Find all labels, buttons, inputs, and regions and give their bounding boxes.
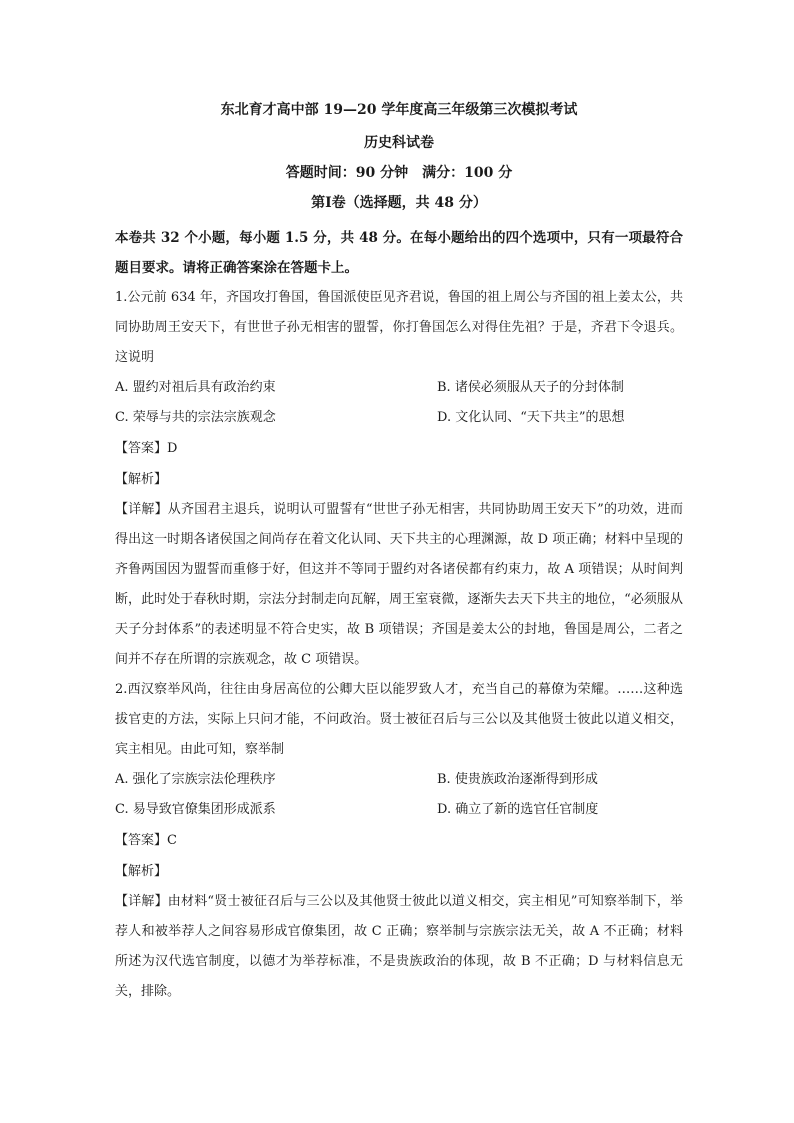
question-1 (115, 283, 683, 675)
analysis-label: 【解析】 (115, 472, 168, 487)
detail-explanation: 【详解】从齐国君主退兵，说明认可盟誓有“世世子孙无相害，共同协助周王安天下”的功效，进而得出这一时期各诸侯国之间尚存在着文化认同、天下共主的心理渊源，故 D 项正确；材料中呈现的齐鲁两国因为盟誓而重修于好，但这并不等同于盟约对各诸侯都有约束力，故 A 项错误；从时间判断，此时处于春秋时期，宗法分封制走向瓦解，周王室衰微，逐渐失去天下共主的地位，“必须服从天子分封体系”的表述明显不符合史实，故 B 项错误；齐国是姜太公的封地，鲁国是周公，二者之间并不存在所谓的宗族观念，故 C 项错误。 (115, 502, 683, 667)
detail-explanation: 【详解】由材料“贤士被征召后与三公以及其他贤士彼此以道义相交，宾主相见”可知察举制下，举荐人和被举荐人之间容易形成官僚集团，故 C 正确；察举制与宗族宗法无关，故 A 不正确；材料所述为汉代选官制度，以德才为举荐标准，不是贵族政治的体现，故 B 不正确；D 与材料信息无关，排除。 (115, 894, 683, 999)
subject-title: 历史科试卷 (364, 135, 434, 151)
option-a: A. 强化了宗族宗法伦理秩序 (115, 772, 276, 787)
option-grid (115, 765, 683, 825)
option-c: C. 易导致官僚集团形成派系 (115, 802, 276, 817)
answer: 【答案】D (115, 441, 178, 456)
option-d: D. 确立了新的选官任官制度 (437, 802, 599, 817)
question-stem: 1.公元前 634 年，齐国攻打鲁国，鲁国派使臣见齐君说，鲁国的祖上周公与齐国的祖上姜太公，共同协助周王安天下，有世世子孙无相害的盟誓，你打鲁国怎么对得住先祖？于是，齐君下令退兵。这说明 (115, 290, 683, 365)
option-b: B. 使贵族政治逐渐得到形成 (437, 772, 598, 787)
option-b: B. 诸侯必须服从天子的分封体制 (437, 380, 624, 395)
section-title: 第Ⅰ卷（选择题，共 48 分） (311, 195, 487, 211)
answer: 【答案】C (115, 833, 177, 848)
question-stem: 2.西汉察举风尚，往往由身居高位的公卿大臣以能罗致人才，充当自己的幕僚为荣耀。……这种选拔官吏的方法，实际上只问才能，不问政治。贤士被征召后与三公以及其他贤士彼此以道义相交，宾主相见。由此可知，察举制 (115, 682, 683, 757)
option-c: C. 荣辱与共的宗法宗族观念 (115, 410, 276, 425)
time-info: 答题时间：90 分钟 满分：100 分 (285, 165, 513, 181)
exam-page (115, 100, 683, 1007)
question-2 (115, 675, 683, 1007)
analysis-label: 【解析】 (115, 864, 168, 879)
option-d: D. 文化认同、“天下共主”的思想 (437, 410, 625, 425)
exam-title: 东北育才高中部 19—20 学年度高三年级第三次模拟考试 (220, 102, 578, 118)
option-grid (115, 373, 683, 433)
instructions: 本卷共 32 个小题，每小题 1.5 分，共 48 分。在每小题给出的四个选项中，只有一项最符合题目要求。请将正确答案涂在答题卡上。 (115, 230, 683, 276)
option-a: A. 盟约对祖后具有政治约束 (115, 380, 276, 395)
